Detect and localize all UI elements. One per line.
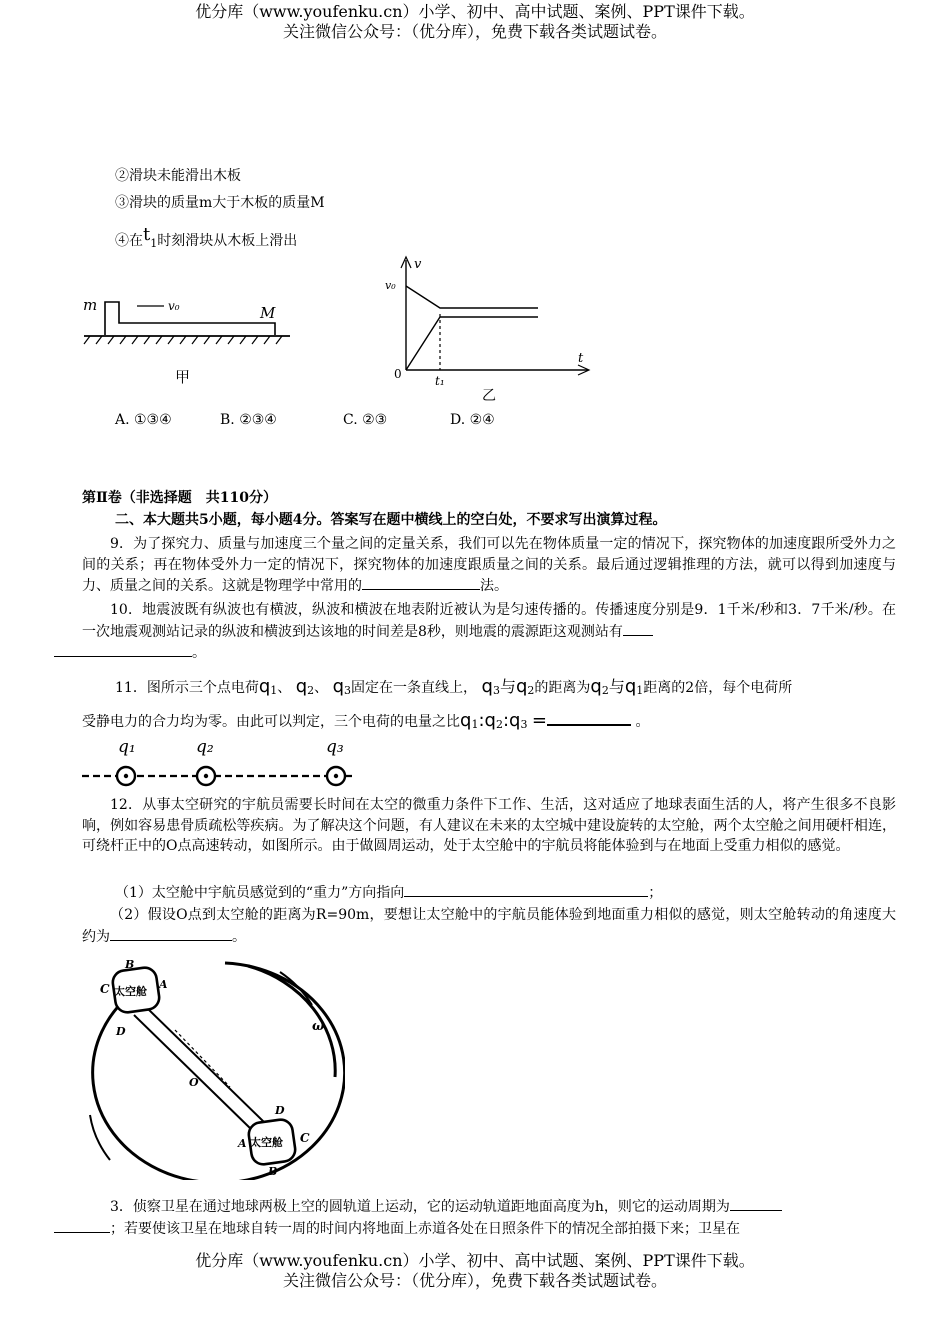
q12-sub-2-tail: 。	[232, 928, 246, 945]
header-line-2: 关注微信公众号：（优分库），免费下载各类试题试卷。	[282, 22, 667, 41]
q11-q3-q: q	[332, 676, 345, 697]
fig-charge-q1-label: q₁	[118, 737, 136, 757]
fig-charge-q1-dot	[124, 774, 128, 778]
fig-station-rod-center	[175, 1030, 230, 1087]
q8-option-4	[115, 224, 298, 254]
q12-paragraph: 12．从事太空研究的宇航员需要长时间在太空的微重力条件下工作、生活，这对适应了地球表面生活的人，将产生很多不良影响，例如容易患骨质疏松等疾病。为了解决这个问题，有人建议在未来的太空城中建设旋转的太空舱，两个太空舱之间用硬杆相连，可绕杆正中的O点高速转动，如图所示。由于做圆周运动，处于太空舱中的宇航员将能体验到与在地面上受重力相似的感觉。	[82, 797, 896, 854]
q11-ratio-q2: q	[484, 710, 496, 731]
q11-tail: 。	[635, 714, 650, 730]
fig-station-label-c-bottom: C	[300, 1131, 310, 1145]
q11-text-4: 距离的2倍，每个电荷所	[643, 680, 793, 696]
figure-space-station	[80, 955, 345, 1180]
fig-station-label-a-top: A	[159, 978, 168, 991]
fig-yi-t: t	[578, 351, 584, 366]
q8-option-4-prefix: ④在	[115, 233, 143, 249]
figure-charges	[80, 735, 360, 793]
fig-charge-q2-dot	[204, 774, 208, 778]
q8-choice-c: C. ②③	[343, 412, 388, 428]
fig-charge-q2-label: q₂	[196, 737, 214, 757]
q11-ratio-equals: =	[531, 710, 548, 731]
q11-yu-2: 与	[608, 677, 625, 696]
q11-ratio-s2: 2	[495, 718, 503, 731]
q13-answer-blank-b[interactable]	[54, 1218, 110, 1233]
q8-option-4-sub: 1	[150, 237, 158, 250]
q12-sub-2-text: （2）假设O点到太空舱的距离为R=90m，要想让太空舱中的宇航员能体验到地面重力相似的感觉，则太空舱转动的角速度大约为	[82, 907, 896, 945]
q11-q1b-q: q	[624, 676, 637, 697]
q13-answer-blank-a[interactable]	[730, 1196, 782, 1211]
figure-jia	[80, 290, 300, 400]
q13-text: 3．侦察卫星在通过地球两极上空的圆轨道上运动，它的运动轨道距地面高度为h，则它的运动周期为	[110, 1199, 730, 1215]
part2-title: 第Ⅱ卷（非选择题 共110分）	[82, 490, 278, 506]
figure-yi	[380, 250, 600, 408]
q12-sub-1	[115, 882, 662, 903]
q12-sub-1-text: （1）太空舱中宇航员感觉到的“重力”方向指向	[115, 885, 405, 901]
q8-choice-a: A. ①③④	[115, 412, 172, 428]
fig-jia-hatch	[84, 336, 282, 344]
fig-station-label-b-top: B	[125, 958, 135, 971]
part2-instruction: 二、本大题共5小题，每小题4分。答案写在题中横线上的空白处，不要求写出演算过程。	[115, 512, 667, 528]
fig-yi-slider-line	[406, 286, 538, 308]
fig-station-omega: ω	[312, 1019, 325, 1034]
q10-paragraph	[82, 600, 896, 664]
fig-yi-t1: t₁	[435, 374, 445, 388]
q10-text: 10．地震波既有纵波也有横波，纵波和横波在地表附近被认为是匀速传播的。传播速度分别是9．1千米/秒和3．7千米/秒。在一次地震观测站记录的纵波和横波到达该地的时间差是8秒，则地震的震源距这观测站有	[82, 602, 896, 640]
q9-paragraph	[82, 534, 896, 597]
q11-sep-2: 、	[314, 680, 329, 696]
q11-ratio-q3: q	[509, 710, 521, 731]
fig-station-capsule-top-label: 太空舱	[114, 985, 147, 998]
fig-jia-caption: 甲	[175, 368, 191, 386]
q12-sub-1-blank[interactable]	[404, 882, 648, 897]
q11-q2c-q: q	[590, 676, 602, 697]
fig-station-label-a-bottom: A	[238, 1137, 247, 1150]
q13-paragraph	[82, 1196, 896, 1239]
q11-ratio-s1: 1	[471, 718, 479, 731]
q11-answer-blank[interactable]	[547, 710, 631, 726]
q11-q2c-sub: 2	[601, 684, 609, 697]
q11-text-3: 的距离为	[534, 680, 591, 696]
q11-q1-sub: 1	[270, 684, 278, 697]
q8-option-3: ③滑块的质量m大于木板的质量M	[115, 195, 325, 211]
q11-text-5: 受静电力的合力均为零。由此可以判定，三个电荷的电量之比	[82, 714, 460, 730]
q8-choice-b: B. ②③④	[220, 412, 277, 428]
fig-charge-q3-dot	[334, 774, 338, 778]
fig-jia-board-block	[105, 302, 275, 335]
q8-option-2: ②滑块未能滑出木板	[115, 168, 241, 184]
fig-station-label-d-top: D	[116, 1025, 126, 1038]
fig-yi-board-line	[406, 317, 538, 370]
q10-answer-blank-a[interactable]	[623, 621, 653, 636]
fig-yi-caption: 乙	[482, 388, 496, 404]
q8-choice-d: D. ②④	[450, 412, 495, 428]
q9-tail: 法。	[480, 578, 508, 594]
fig-station-rod-b	[134, 1015, 253, 1131]
q12-sub-2	[82, 905, 896, 947]
q11-q3b-sub: 3	[492, 684, 500, 697]
fig-yi-origin: 0	[394, 367, 402, 381]
q11-q2b-sub: 2	[527, 684, 535, 697]
q11-text-2: 固定在一条直线上，	[351, 680, 478, 696]
q11-q3b-q: q	[481, 676, 493, 697]
fig-charge-q3-label: q₃	[326, 737, 344, 757]
q11-q1-q: q	[258, 676, 271, 697]
q10-answer-blank-b[interactable]	[54, 642, 192, 657]
q8-option-4-suffix: 时刻滑块从木板上滑出	[157, 233, 298, 249]
fig-station-label-d-bottom: D	[275, 1104, 285, 1117]
fig-jia-M: M	[260, 304, 276, 322]
fig-jia-m: m	[83, 296, 98, 314]
fig-yi-v: v	[414, 257, 422, 272]
q11-ratio-q1: q	[460, 710, 472, 731]
q11-q1b-sub: 1	[636, 684, 644, 697]
q11-text-1: 11．图所示三个点电荷	[115, 680, 259, 696]
q11-q2b-q: q	[515, 676, 528, 697]
header-line-1: 优分库（www.youfenku.cn）小学、初中、高中试题、案例、PPT课件下载。	[195, 2, 755, 21]
q12-sub-1-tail: ；	[648, 885, 663, 901]
q11-yu-1: 与	[499, 677, 516, 696]
q11-q2-q: q	[295, 676, 308, 697]
q12-sub-2-blank[interactable]	[110, 926, 232, 941]
q11-ratio-colon-1: :	[478, 710, 485, 731]
q11-ratio-s3: 3	[520, 718, 528, 731]
q8-option-4-t: t	[143, 224, 151, 245]
q11-sep-1: 、	[277, 680, 292, 696]
fig-station-rod-a	[146, 1007, 265, 1123]
q9-text: 9．为了探究力、质量与加速度三个量之间的定量关系，我们可以先在物体质量一定的情况下，探究物体的加速度跟所受外力之间的关系；再在物体受外力一定的情况下，探究物体的加速度跟质量之间的关系。最后通过逻辑推理的方法，就可以得到加速度与力、质量之间的关系。这就是物理学中常用的	[82, 536, 896, 594]
footer-line-2: 关注微信公众号：（优分库），免费下载各类试题试卷。	[282, 1271, 667, 1290]
fig-station-label-c-top: C	[100, 982, 110, 996]
q11-line-1	[115, 672, 792, 706]
q10-tail: 。	[192, 645, 206, 661]
fig-yi-v0: v₀	[385, 279, 396, 292]
fig-station-label-o: O	[189, 1076, 199, 1089]
q13-line-2: ；若要使该卫星在地球自转一周的时间内将地面上赤道各处在日照条件下的情况全部拍摄下来；卫星在	[110, 1220, 740, 1237]
q11-ratio-colon-2: :	[502, 710, 510, 731]
fig-jia-v0: v₀	[168, 299, 180, 313]
q11-q3-sub: 3	[344, 684, 352, 697]
fig-station-label-b-bottom: B	[268, 1165, 278, 1178]
footer-line-1: 优分库（www.youfenku.cn）小学、初中、高中试题、案例、PPT课件下载。	[195, 1251, 755, 1270]
q9-answer-blank[interactable]	[362, 575, 480, 590]
q11-q2-sub: 2	[307, 684, 315, 697]
fig-station-capsule-bottom-label: 太空舱	[250, 1136, 283, 1149]
